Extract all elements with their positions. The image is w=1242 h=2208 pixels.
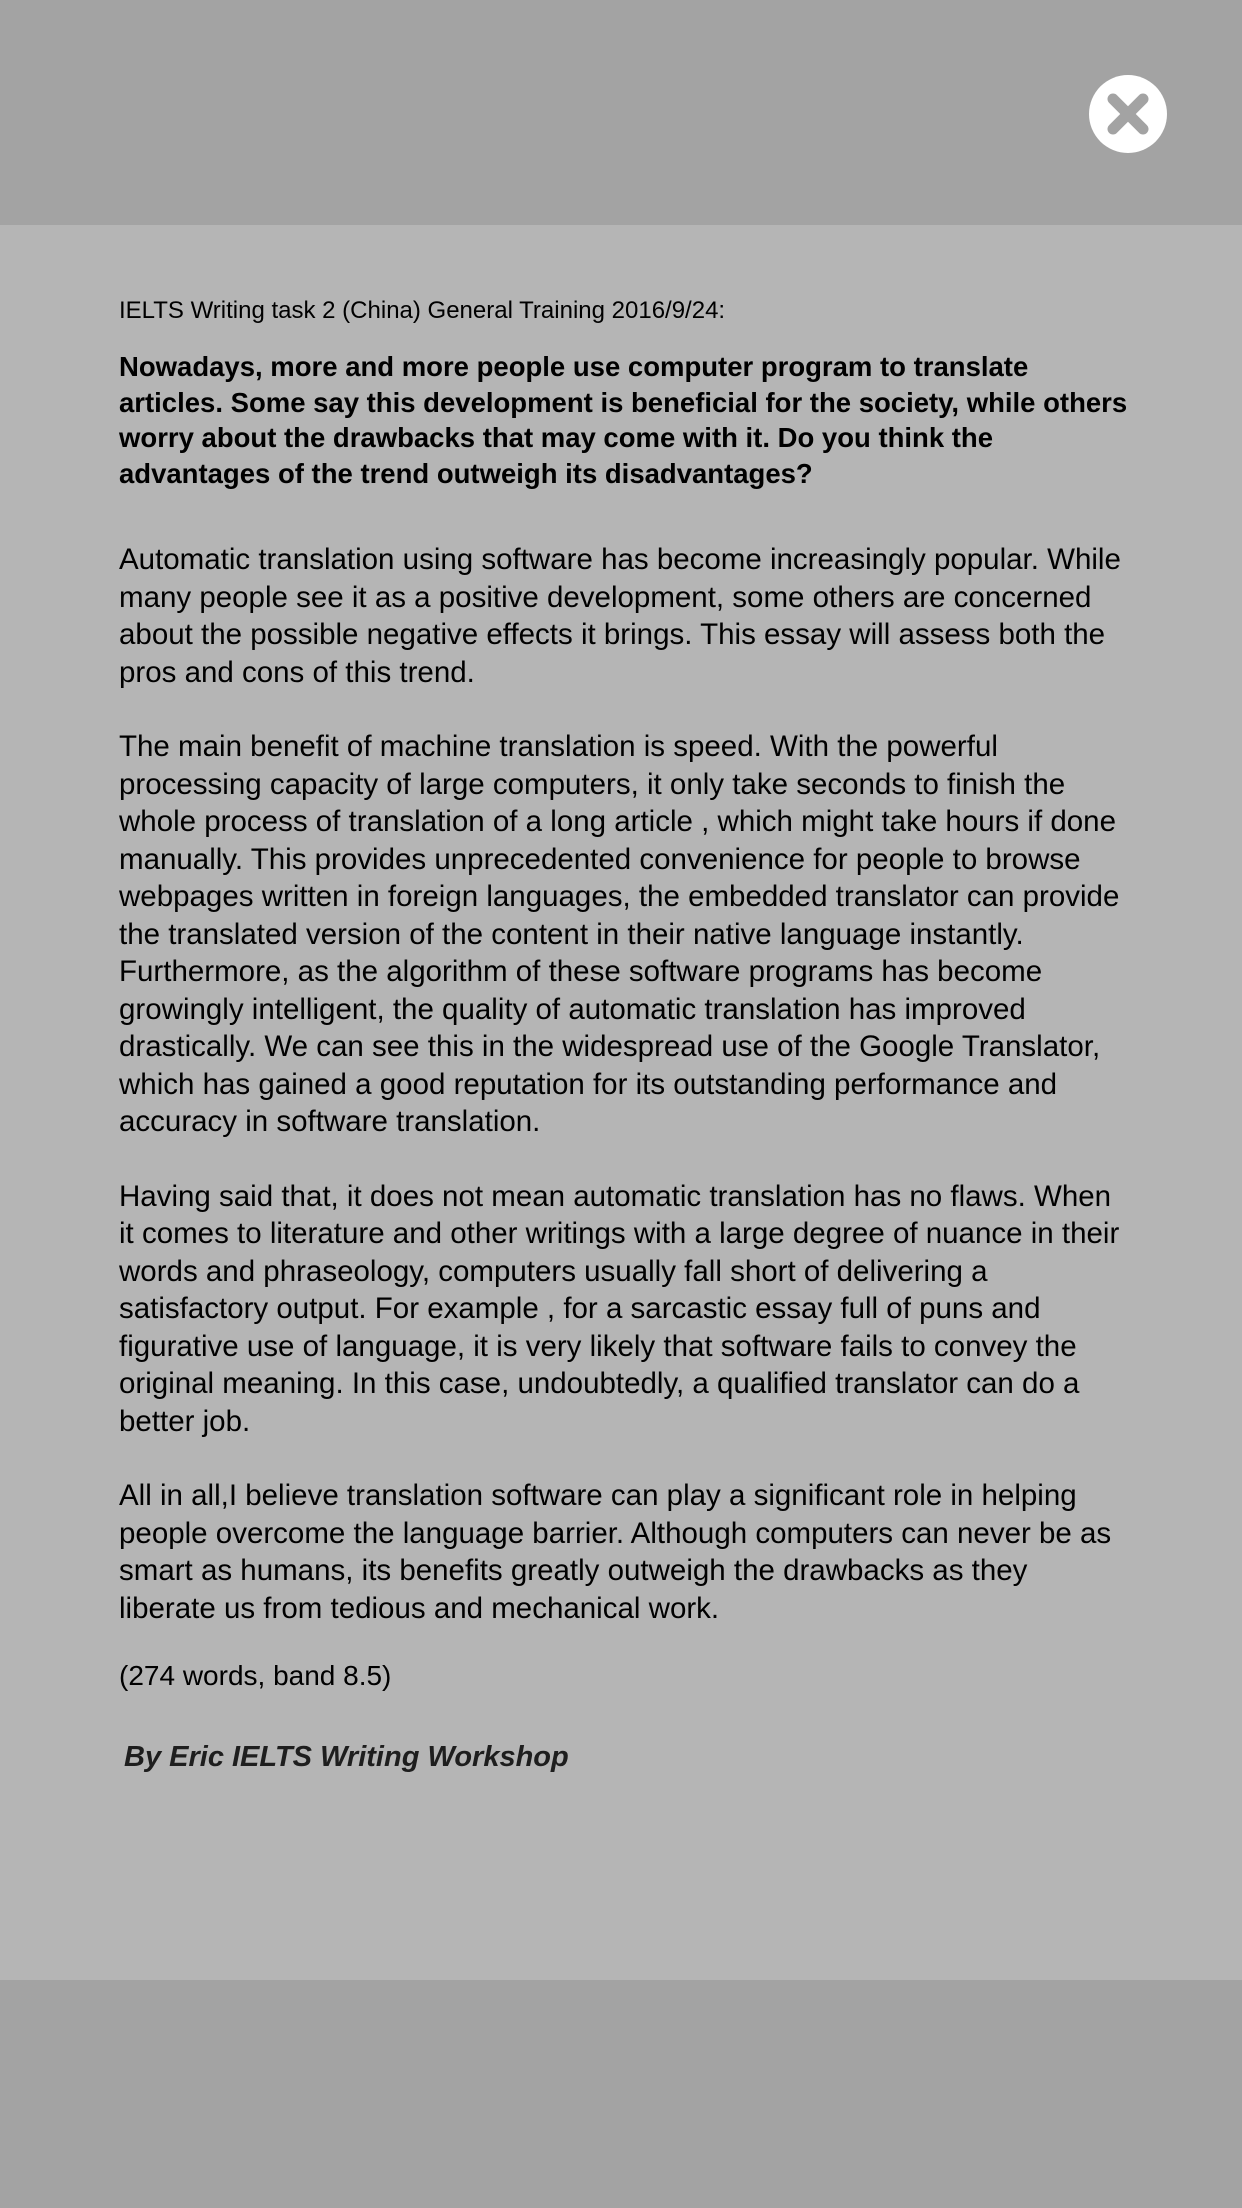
overlay-top [0,0,1242,225]
essay-content [119,295,1129,1775]
essay-paragraph: Having said that, it does not mean automatic translation has no flaws. When it comes to literature and other writings with a large degree of nuance in their words and phraseology, computers usually fall short of delivering a satisfactory output. For example , for a sarcastic essay full of puns and figurative use of language, it is very likely that software fails to convey the original meaning. In this case, undoubtedly, a qualified translator can do a better job. [119,1179,1120,1438]
essay-paragraph: The main benefit of machine translation is speed. With the powerful processing capacity of large computers, it only take seconds to finish the whole process of translation of a long article , which might take hours if done manually. This provides unprecedented convenience for people to browse webpages written in foreign languages, the embedded translator can provide the translated version of the content in their native language instantly. Furthermore, as the algorithm of these software programs has become growingly intelligent, the quality of automatic translation has improved drastically. We can see this in the widespread use of the Google Translator, which has gained a good reputation for its outstanding performance and accuracy in software translation. [119,730,1120,1138]
essay-paragraph: Automatic translation using software has become increasingly popular. While many people see it as a positive development, some others are concerned about the possible negative effects it brings. This essay will assess both the pros and cons of this trend. [119,543,1121,689]
word-count: (274 words, band 8.5) [119,1660,392,1691]
close-icon [1089,75,1167,153]
author-credit: By Eric IELTS Writing Workshop [124,1741,569,1773]
task-header: IELTS Writing task 2 (China) General Training 2016/9/24: [119,297,726,324]
essay-card [0,225,1242,1980]
overlay-bottom [0,1980,1242,2208]
essay-question: Nowadays, more and more people use computer program to translate articles. Some say this development is beneficial for the society, while others worry about the drawbacks that may come with it. Do you think the advantages of the trend outweigh its disadvantages? [119,351,1128,489]
essay-paragraph: All in all,I believe translation software can play a significant role in helping people overcome the language barrier. Although computers can never be as smart as humans, its benefits greatly outweigh the drawbacks as they liberate us from tedious and mechanical work. [119,1479,1112,1625]
close-button[interactable] [1089,75,1167,153]
